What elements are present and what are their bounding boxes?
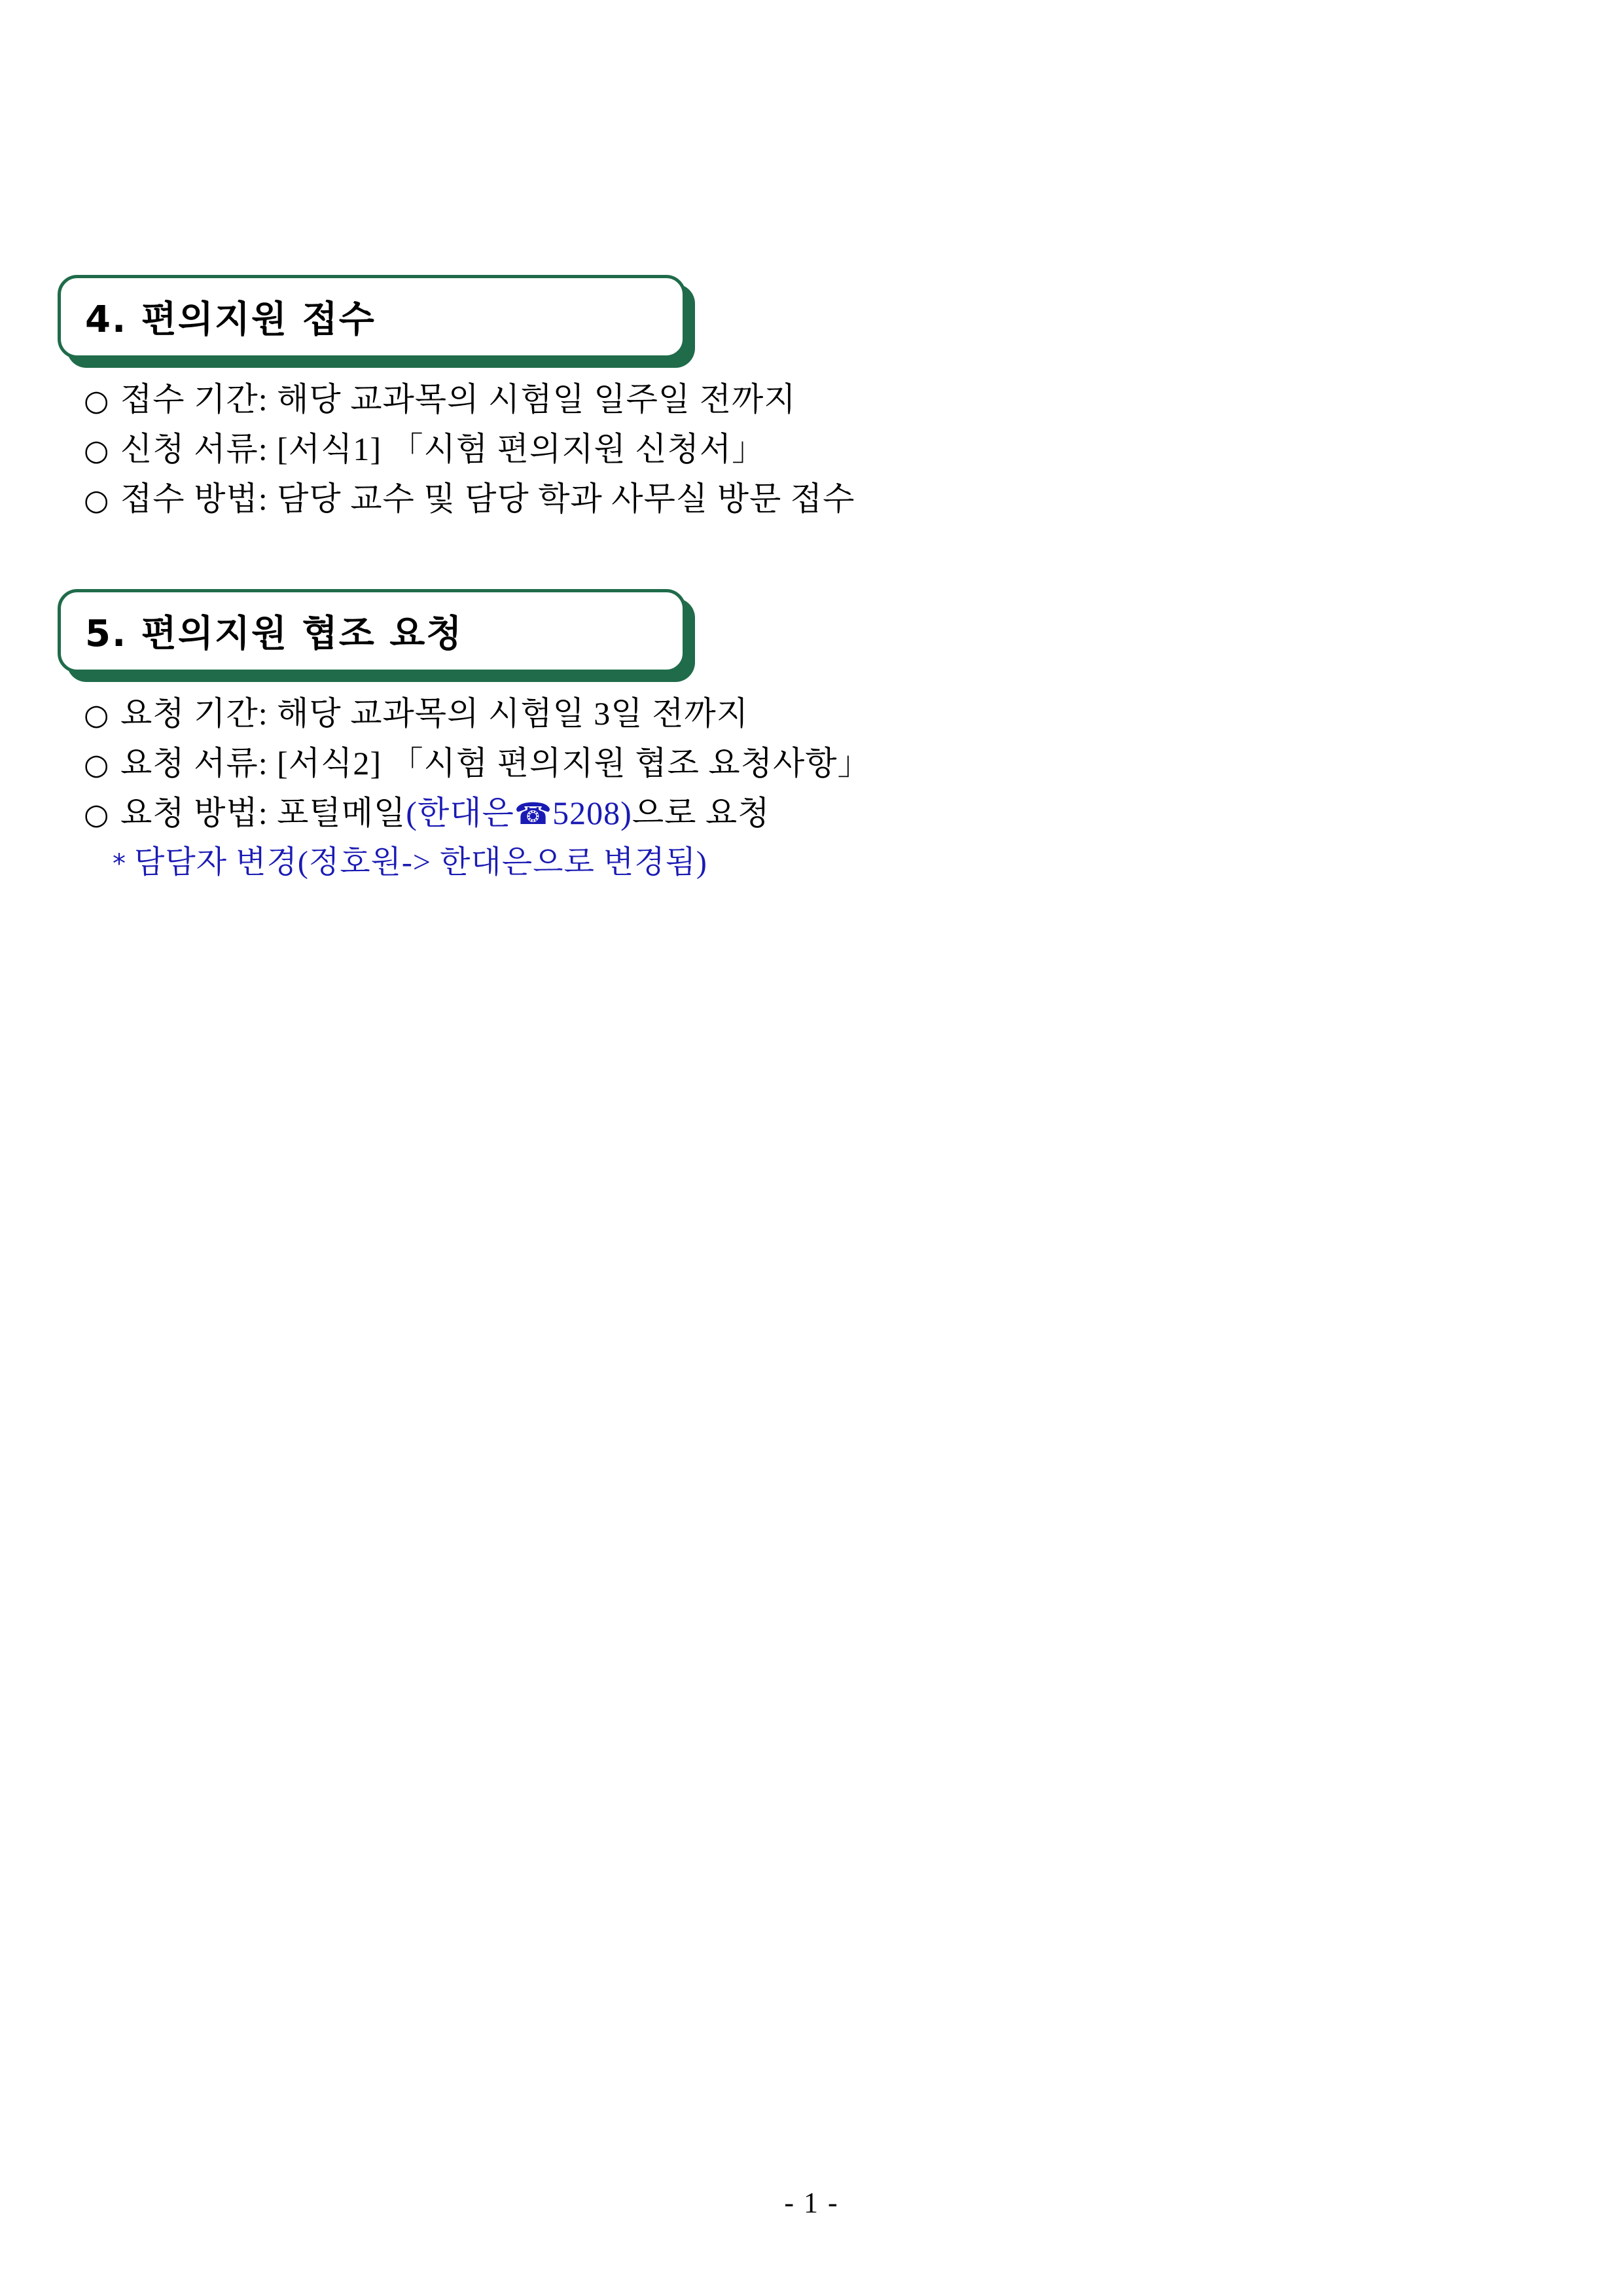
list-item [84, 687, 749, 734]
list-item-text: 요청 서류: [서식2] 「시험 편의지원 협조 요청사항」 [120, 745, 871, 781]
section-heading-4 [58, 275, 686, 359]
circle-bullet-icon: ○ [84, 698, 110, 732]
section-heading-4-label: 4. 편의지원 접수 [85, 298, 376, 341]
list-item [84, 473, 855, 520]
list-item-text: 요청 기간: 해당 교과목의 시험일 3일 전까지 [120, 695, 749, 732]
asterisk-icon: * [113, 849, 126, 879]
section-heading-5 [58, 589, 686, 673]
circle-bullet-icon: ○ [84, 798, 110, 831]
telephone-icon: ☎ [514, 796, 553, 831]
list-item-text-highlight-close: 5208) [552, 795, 632, 831]
list-item-text: 접수 기간: 해당 교과목의 시험일 일주일 전까지 [120, 381, 796, 418]
list-item-text-before: 요청 방법: 포털메일 [120, 795, 406, 831]
list-item [84, 737, 871, 784]
list-item [84, 423, 765, 470]
note-line [113, 836, 707, 882]
section-heading-5-label: 5. 편의지원 협조 요청 [85, 613, 463, 655]
list-item-text: 신청 서류: [서식1] 「시험 편의지원 신청서」 [120, 431, 766, 467]
circle-bullet-icon: ○ [84, 384, 110, 418]
list-item-text-after: 으로 요청 [632, 795, 770, 831]
note-text: 담담자 변경(정호원-> 한대은으로 변경됨) [134, 845, 707, 880]
page-number: - 1 - [784, 2187, 839, 2219]
list-item [84, 787, 770, 834]
list-item [84, 373, 796, 420]
list-item-text-highlight-open: (한대은 [406, 795, 514, 831]
circle-bullet-icon: ○ [84, 484, 110, 517]
list-item-text [120, 787, 770, 834]
circle-bullet-icon: ○ [84, 748, 110, 781]
circle-bullet-icon: ○ [84, 434, 110, 467]
list-item-text: 접수 방법: 담당 교수 및 담당 학과 사무실 방문 접수 [120, 480, 855, 517]
